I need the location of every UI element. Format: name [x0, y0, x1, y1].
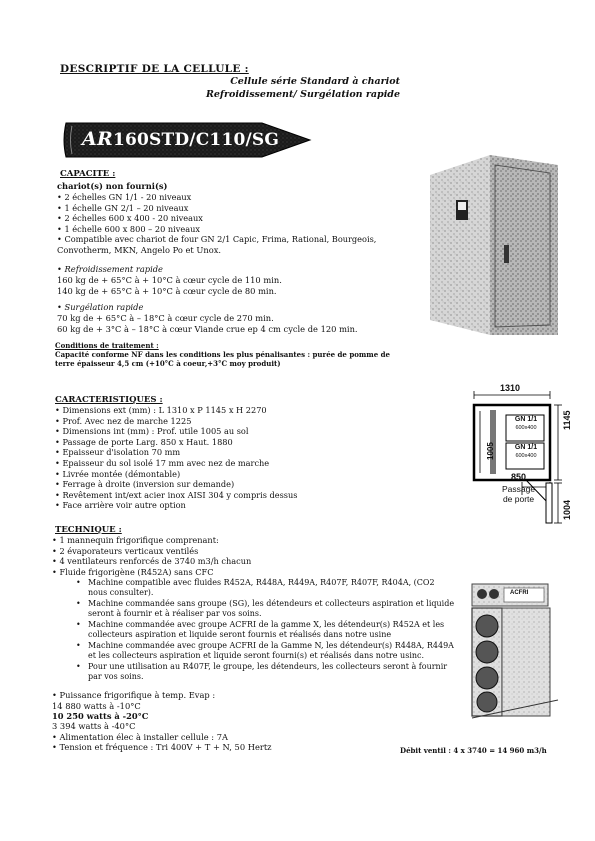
list-item: • Epaisseur du sol isolé 17 mm avec nez de marche — [55, 458, 297, 469]
conditions-line: terre épaisseur 4,5 cm (+10°C à coeur,+3°C moy produit) — [55, 359, 281, 368]
plan-door-label-line: de porte — [502, 494, 535, 504]
conditions-line: Capacité conforme NF dans les conditions les plus pénalisantes : purée de pomme de — [55, 350, 390, 359]
list-item: • 1 échelle GN 2/1 – 20 niveaux — [57, 203, 376, 214]
model-prefix: AR — [82, 128, 113, 150]
list-item: • 1 mannequin frigorifique comprenant: — [52, 535, 251, 546]
plan-ramp: 1004 — [562, 499, 572, 520]
refroid-line: 140 kg de + 65°C à + 10°C à cœur cycle de 80 min. — [57, 286, 277, 296]
plan-slot — [508, 444, 544, 460]
list-item: • 2 évaporateurs verticaux ventilés — [52, 546, 251, 557]
alimentation-text: Alimentation élec à installer cellule : 7A — [59, 732, 229, 742]
caracteristiques-list — [55, 405, 297, 511]
list-item: • Face arrière voir autre option — [55, 500, 297, 511]
chariot-note: chariot(s) non fourni(s) — [57, 181, 168, 191]
list-item: • Dimensions ext (mm) : L 1310 x P 1145 x H 2270 — [55, 405, 297, 416]
list-item: • 1 échelle 600 x 800 – 20 niveaux — [57, 224, 376, 235]
debit-ventil: Débit ventil : 4 x 3740 = 14 960 m3/h — [400, 746, 547, 755]
technique-heading: TECHNIQUE : — [55, 525, 122, 535]
list-item: • Revêtement int/ext acier inox AISI 304 y compris dessus — [55, 490, 297, 501]
list-item: • Epaisseur d'isolation 70 mm — [55, 447, 297, 458]
list-item: • Ferrage à droite (inversion sur demande) — [55, 479, 297, 490]
list-item: • Dimensions int (mm) : Prof. utile 1005 au sol — [55, 426, 297, 437]
evap-brand: ACFRI — [510, 590, 529, 596]
technique-sub-list — [76, 578, 456, 683]
model-code: 160STD/C110/SG — [112, 130, 280, 150]
plan-slot-size: 600x400 — [515, 425, 537, 431]
puissance-text: Puissance frigorifique à temp. Evap : — [59, 690, 216, 700]
list-item: • 4 ventilateurs renforcés de 3740 m3/h chacun — [52, 556, 251, 567]
technique-list — [52, 535, 251, 577]
subtitle-function: Refroidissement/ Surgélation rapide — [205, 89, 400, 100]
plan-slot-label: GN 1/1 — [514, 444, 538, 451]
list-item: • 2 échelles GN 1/1 - 20 niveaux — [57, 192, 376, 203]
surgel-line: 60 kg de + 3°C à – 18°C à cœur Viande crue ep 4 cm cycle de 120 min. — [57, 324, 358, 334]
list-item: • Machine compatible avec fluides R452A, R448A, R449A, R407F, R407F, R404A, (CO2 nous consulter). — [76, 578, 456, 598]
list-item: • Fluide frigorigène (R452A) sans CFC — [52, 567, 251, 578]
plan-door-width: 850 — [511, 472, 527, 482]
plan-int-depth: 1005 — [486, 442, 495, 460]
surgel-line: 70 kg de + 65°C à – 18°C à cœur cycle de 270 min. — [57, 313, 274, 323]
capacite-heading: CAPACITE : — [60, 169, 116, 179]
puissance-line: • Puissance frigorifique à temp. Evap : — [52, 690, 216, 700]
list-item: • Passage de porte Larg. 850 x Haut. 1880 — [55, 437, 297, 448]
plan-door-label — [502, 484, 535, 504]
alimentation-line: • Alimentation élec à installer cellule : 7A — [52, 732, 229, 742]
list-item: • 2 échelles 600 x 400 - 20 niveaux — [57, 213, 376, 224]
plan-door-label-line: Passage — [502, 484, 536, 494]
conditions-heading: Conditions de traitement : — [55, 341, 159, 350]
list-item: • Prof. Avec nez de marche 1225 — [55, 416, 297, 427]
list-item: • Livrée montée (démontable) — [55, 469, 297, 480]
cold-room-photo — [420, 145, 560, 343]
list-item: • Compatible avec chariot de four GN 2/1 Capic, Frima, Rational, Bourgeois, — [57, 234, 376, 245]
tension-text: Tension et fréquence : Tri 400V + T + N, 50 Hertz — [59, 742, 272, 752]
caracteristiques-heading: CARACTERISTIQUES : — [55, 395, 163, 405]
surgel-label-text: Surgélation rapide — [64, 302, 144, 312]
model-name — [82, 128, 279, 150]
document-title: DESCRIPTIF DE LA CELLULE : — [60, 63, 249, 75]
puissance-value: 14 880 watts à -10°C — [52, 701, 141, 711]
list-item: • Machine commandée avec groupe ACFRI de la gamme X, les détendeur(s) R452A et les collecteurs aspiration et liquide seront fournis et réalisés dans notre usine — [76, 620, 456, 640]
list-item: • Machine commandée sans groupe (SG), les détendeurs et collecteurs aspiration et liquide seront à fournir et à réaliser par vos soins. — [76, 599, 456, 619]
subtitle-series: Cellule série Standard à chariot — [230, 76, 400, 87]
list-item: • Pour une utilisation au R407F, le groupe, les détendeurs, les collecteurs seront à fournir par vos soins. — [76, 662, 456, 682]
plan-width: 1310 — [500, 383, 521, 393]
capacite-list — [57, 192, 376, 245]
refroid-label: • Refroidissement rapide — [57, 264, 163, 274]
list-item: • Machine commandée avec groupe ACFRI de la Gamme N, les détendeur(s) R448A, R449A et les collecteurs aspiration et liquide seront fourni(s) et réalisés dans notre usinc. — [76, 641, 456, 661]
compatible-brands: Convotherm, MKN, Angelo Po et Unox. — [57, 245, 222, 255]
surgel-label: • Surgélation rapide — [57, 302, 144, 312]
refroid-line: 160 kg de + 65°C à + 10°C à cœur cycle de 110 min. — [57, 275, 282, 285]
puissance-value: 10 250 watts à -20°C — [52, 711, 149, 721]
plan-slot-size: 600x400 — [515, 453, 537, 459]
plan-slot-label: GN 1/1 — [514, 416, 538, 423]
plan-slot — [508, 416, 544, 432]
evaporator-photo — [468, 580, 563, 722]
puissance-value: 3 394 watts à -40°C — [52, 721, 136, 731]
plan-depth: 1145 — [562, 410, 572, 430]
tension-line: • Tension et fréquence : Tri 400V + T + N, 50 Hertz — [52, 742, 272, 752]
refroid-label-text: Refroidissement rapide — [64, 264, 163, 274]
